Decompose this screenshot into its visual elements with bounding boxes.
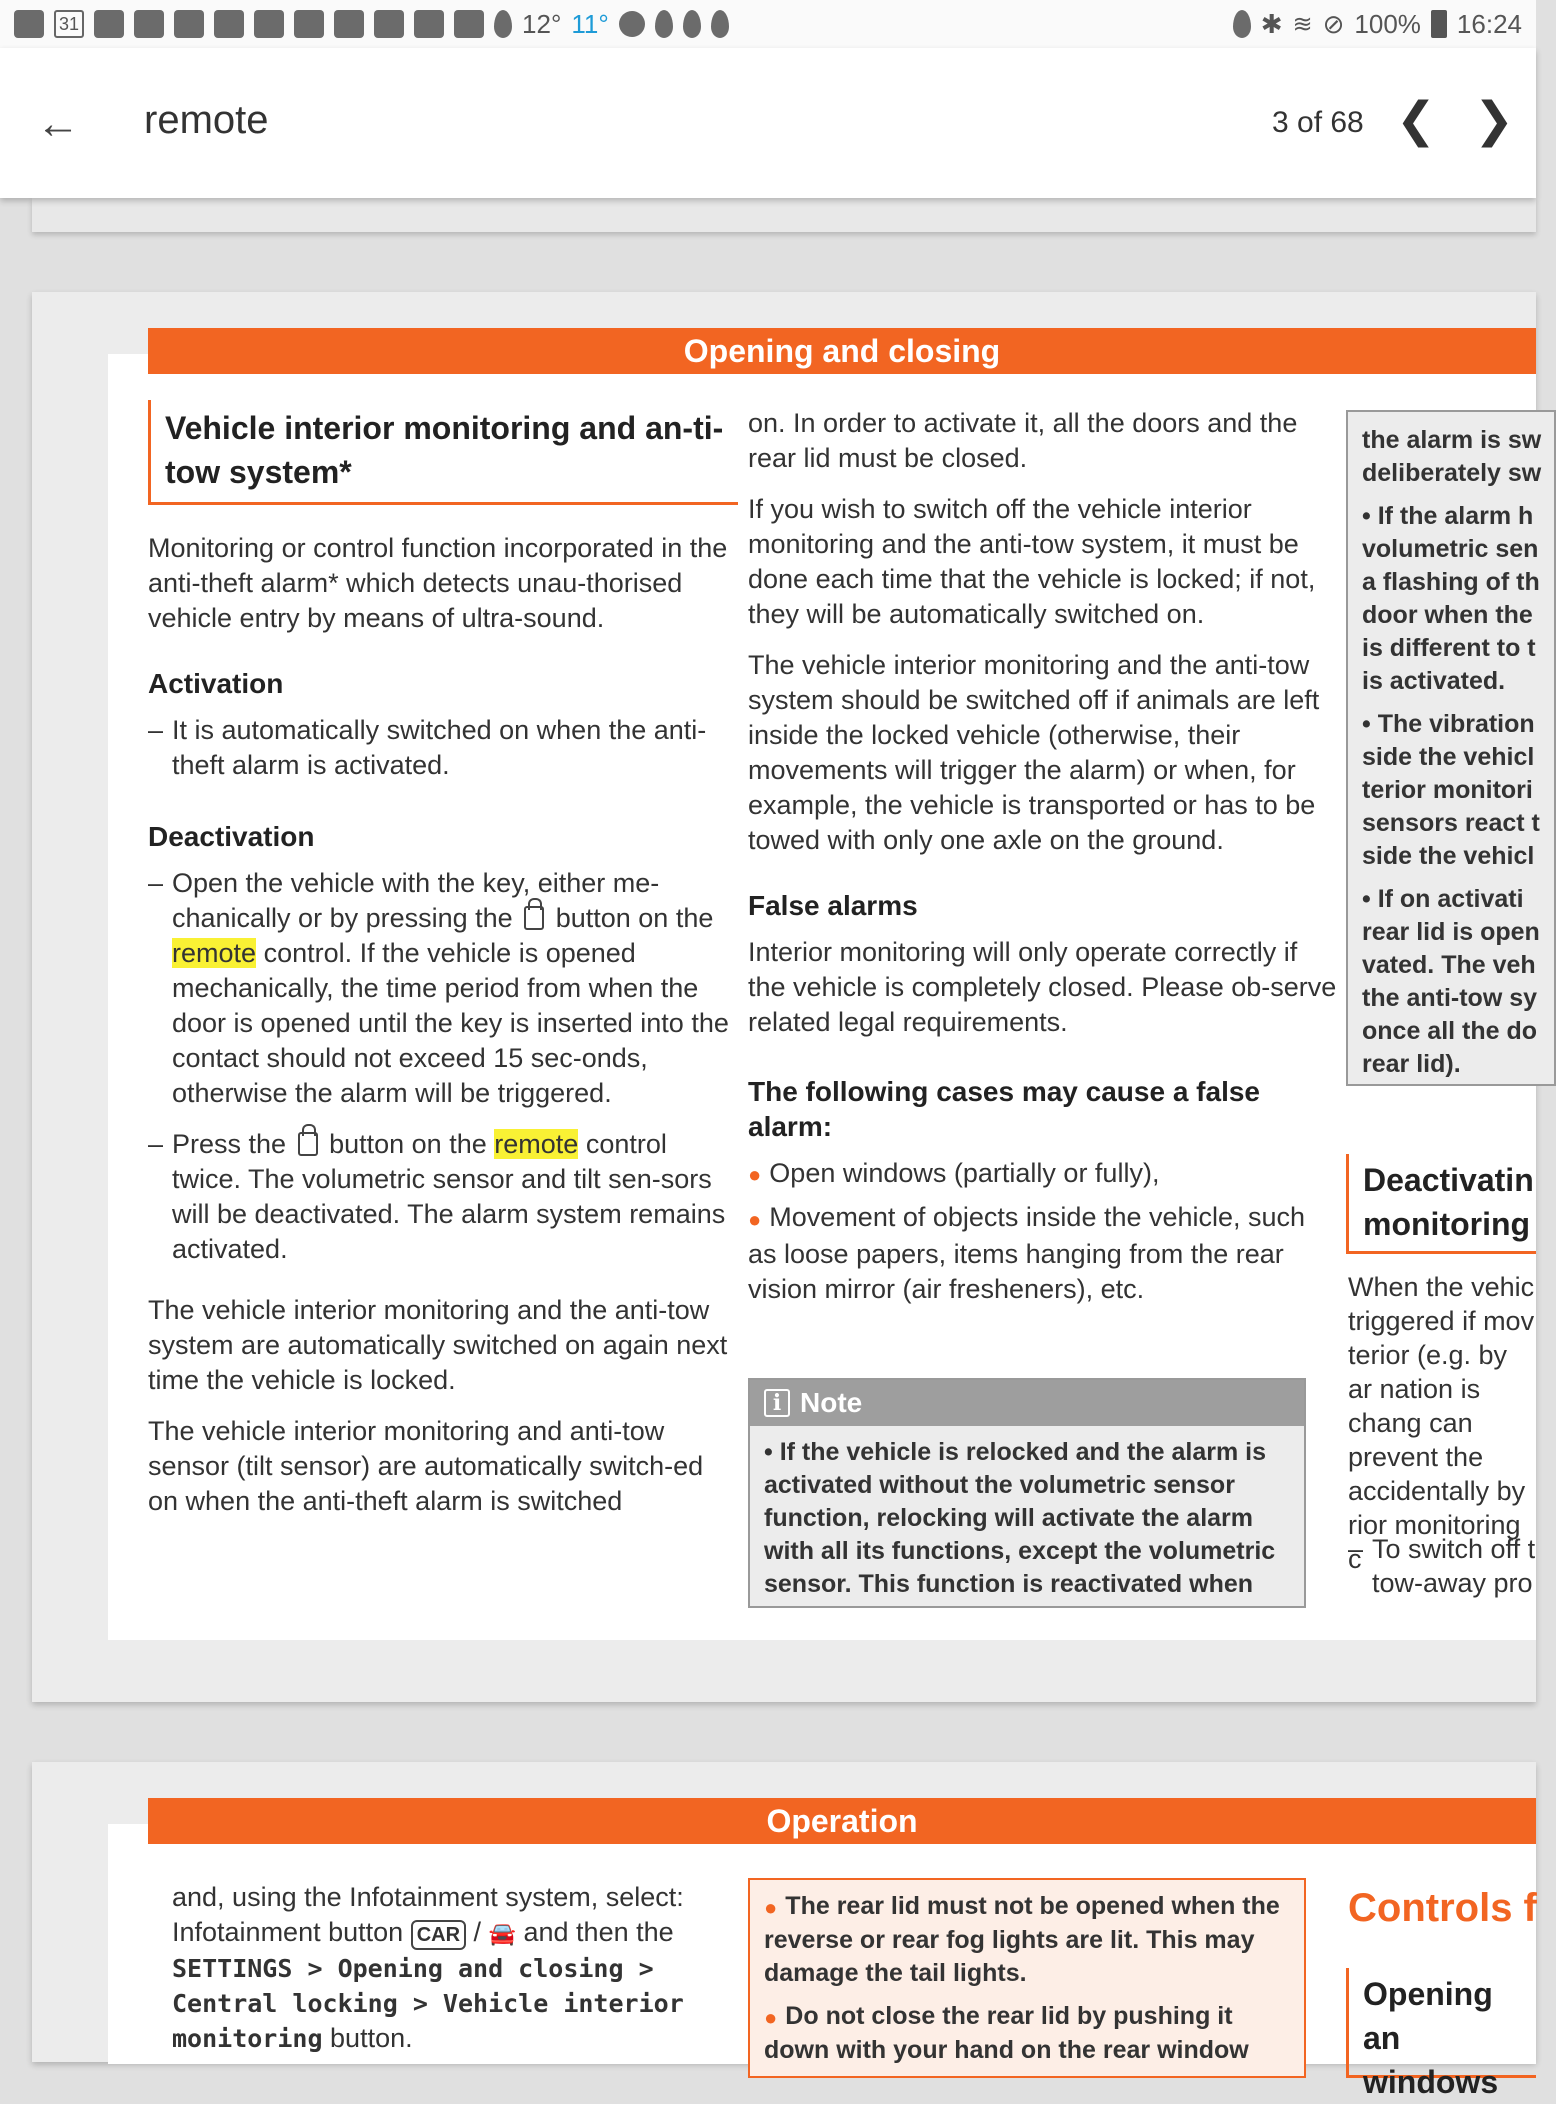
paragraph-auto-on: The vehicle interior monitoring and the anti-tow system are automatically switched on again next time the vehicle is locked. [148, 1295, 728, 1395]
flipboard-icon [254, 10, 284, 38]
note-label: Note [800, 1387, 863, 1418]
location-pin-icon-4 [711, 10, 729, 38]
opening-windows-heading: Opening an windows [1346, 1968, 1536, 2078]
bluetooth-icon: ✱ [1260, 8, 1283, 39]
battery-icon [1431, 10, 1447, 38]
case-item-2 [748, 1200, 1338, 1306]
caution-text-1: The rear lid must not be opened when the reverse or rear fog lights are lit. This may damage the tail lights. [764, 1892, 1280, 1987]
section-bar-2: Operation [148, 1798, 1536, 1844]
infotainment-instruction [172, 1915, 742, 1951]
layers-icon [134, 10, 164, 38]
bullet-icon: ● [748, 1162, 762, 1188]
mail-icon [174, 10, 204, 38]
sync-icon [619, 11, 645, 37]
image-icon [294, 10, 324, 38]
page2-column-1 [172, 1880, 742, 2056]
activation-item: – It is automatically switched on when the anti-theft alarm is activated. [148, 713, 738, 783]
menu-path-text: SETTINGS > Opening and closing > Central locking > Vehicle interior monitoring [172, 1954, 684, 2053]
deactivation-item-2 [148, 1127, 738, 1267]
deactivation-heading: Deactivation [148, 821, 315, 852]
select-instruction: and, using the Infotainment system, select: [172, 1882, 684, 1912]
deact1-text-c: control. If the vehicle is opened mechanically, the time period from when the door is opened until the key is inserted into the contact should not exceed 15 sec-onds, otherwise the alarm will be triggered. [172, 938, 729, 1108]
column-2 [748, 406, 1338, 1307]
caution-box [748, 1878, 1306, 2078]
caution-item-2 [764, 2000, 1290, 2067]
false-alarms-text: Interior monitoring will only operate correctly if the vehicle is completely closed. Please ob-serve related legal requirements. [748, 937, 1337, 1037]
calendar-icon: 31 [54, 10, 84, 38]
document-page-1[interactable] [32, 292, 1542, 1702]
case-2-text: Movement of objects inside the vehicle, such as loose papers, items hanging from the rear vision mirror (air fresheners), etc. [748, 1202, 1306, 1304]
paragraph-tilt-sensor: The vehicle interior monitoring and anti-tow sensor (tilt sensor) are automatically switch-ed on when the anti-theft alarm is switched [148, 1416, 704, 1516]
previous-result-button[interactable]: ❮ [1395, 94, 1437, 147]
bullet-icon: ● [748, 1206, 762, 1232]
button-text: button. [330, 2023, 413, 2053]
note-header [750, 1380, 1304, 1426]
search-app-bar [0, 48, 1536, 198]
section-bar: Opening and closing [148, 328, 1536, 374]
search-highlight[interactable]: remote [494, 1129, 579, 1159]
status-bar-left [14, 9, 729, 40]
intro-paragraph: Monitoring or control function incorporated in the anti-theft alarm* which detects unau-thorised vehicle entry by means of ultra-sound. [148, 533, 728, 633]
wifi-icon: ≋ [1292, 10, 1313, 38]
status-bar [0, 0, 1536, 48]
switch-off-item: – To switch off t tow-away pro [1348, 1532, 1536, 1602]
bullet-icon: ● [764, 1894, 778, 1920]
note-box [748, 1378, 1306, 1608]
side-info-box [1346, 410, 1556, 1086]
message-icon [454, 10, 484, 38]
clock: 16:24 [1456, 8, 1522, 39]
col2-paragraph-3: The vehicle interior monitoring and the anti-tow system should be switched off if animals are left inside the locked vehicle (otherwise, their movements will trigger the alarm) or when, for example, the vehicle is transported or has to be towed with only one axle on the ground. [748, 650, 1320, 855]
then-text: and then the [523, 1917, 674, 1947]
gmail-icon [94, 10, 124, 38]
deact2-text-a: Press the [172, 1129, 287, 1159]
side-box-para-2: • If the alarm h volumetric sen a flashing of th door when the is different to t is activated. [1362, 502, 1540, 695]
deact1-text-a: Open the vehicle with the key, either me-chanically or by pressing the [172, 868, 660, 933]
bullet-icon: ● [764, 2004, 778, 2030]
false-alarm-cases-heading: The following cases may cause a false alarm: [748, 1076, 1260, 1142]
caution-text-2: Do not close the rear lid by pushing it down with your hand on the rear window [764, 2001, 1249, 2064]
deactivating-monitoring-text: When the vehic triggered if mov terior (e.g. by ar nation is chang can prevent the accidentally by rior monitoring c [1348, 1272, 1535, 1574]
unlock-icon [524, 906, 544, 930]
deact2-text-b: button on the [329, 1129, 487, 1159]
false-alarms-heading: False alarms [748, 890, 918, 921]
controls-title: Controls f [1348, 1886, 1537, 1930]
lock-icon [298, 1132, 318, 1156]
section-heading: Vehicle interior monitoring and an-ti-tow system* [148, 400, 738, 505]
back-arrow-icon[interactable]: ← [36, 99, 80, 148]
side-box-para-4: • If on activati rear lid is open vated. The veh the anti-tow sy once all the do rear lid). [1362, 885, 1540, 1078]
location-icon [1233, 10, 1251, 38]
col2-paragraph-1: on. In order to activate it, all the doors and the rear lid must be closed. [748, 408, 1298, 473]
note-text: • If the vehicle is relocked and the alarm is activated without the volumetric sensor function, relocking will activate the alarm with all its functions, except the volumetric sensor. This function is reactivated when [764, 1438, 1276, 1598]
do-not-disturb-icon: ⊘ [1322, 8, 1345, 39]
deact1-text-b: button on the [555, 903, 714, 933]
infotainment-text: Infotainment button [172, 1917, 404, 1947]
side-box-para-3: • The vibration side the vehicl terior monitori sensors react t side the vehicl [1362, 710, 1540, 870]
location-pin-icon-3 [683, 10, 701, 38]
document-page-2[interactable] [32, 1762, 1537, 2100]
result-counter: 3 of 68 [1272, 106, 1364, 139]
slash-text: / [473, 1917, 482, 1947]
case-item-1 [748, 1156, 1338, 1192]
activation-heading: Activation [148, 668, 284, 699]
temperature: 12° [522, 8, 562, 39]
column-1 [148, 400, 738, 1535]
temperature-alt: 11° [571, 8, 609, 39]
status-bar-right [1233, 9, 1522, 40]
b-app-icon [414, 10, 444, 38]
location-pin-icon-2 [655, 10, 673, 38]
menu-path [172, 1951, 742, 2056]
deact2-text-c: control twice. The volumetric sensor and tilt sen-sors will be deactivated. The alarm system remains activated. [172, 1129, 726, 1264]
previous-page-edge [32, 198, 1536, 232]
col2-paragraph-2: If you wish to switch off the vehicle interior monitoring and the anti-tow system, it must be done each time that the vehicle is locked; if not, they will be automatically switched on. [748, 494, 1316, 629]
next-result-button[interactable]: ❯ [1473, 94, 1515, 147]
diamond-app-icon [214, 10, 244, 38]
search-highlight[interactable]: remote [172, 938, 257, 968]
youtube-icon-2 [374, 10, 404, 38]
youtube-icon [334, 10, 364, 38]
car-icon: 🚘 [488, 1921, 516, 1946]
caution-item-1 [764, 1890, 1290, 1990]
car-button-icon: CAR [411, 1920, 466, 1950]
search-query[interactable]: remote [144, 98, 269, 142]
deactivation-item-1 [148, 866, 738, 1111]
location-pin-icon [494, 10, 512, 38]
horse-app-icon [14, 10, 44, 38]
side-box-para-1: the alarm is sw deliberately sw [1362, 426, 1542, 487]
deactivating-monitoring-heading: Deactivatin monitoring [1346, 1154, 1536, 1254]
case-1-text: Open windows (partially or fully), [769, 1158, 1160, 1188]
info-icon: i [764, 1389, 790, 1417]
battery-percent: 100% [1354, 8, 1421, 39]
